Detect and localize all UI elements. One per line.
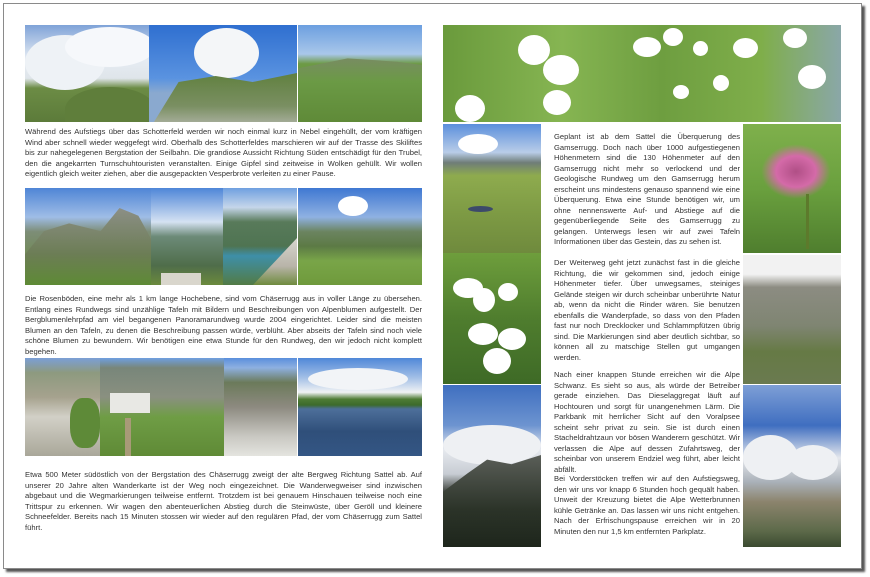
photo-rock-wall-cattle <box>743 255 841 384</box>
photo-scree-slope <box>25 358 100 456</box>
paragraph-left-1: Während des Aufstiegs über das Schotterfeld werden wir noch einmal kurz in Nebel eingehüllt, der vom kräftigen Wind aber schnell wieder weggefegt wird. Oberhalb des Schotterfeldes marschieren wir auf der Trasse des Skiliftes bis zur nahegelegenen Bergstation der Seilbahn. Die grandiose Aussicht Richtung Süden entschädigt für den Trubel, den die angekarrten Turnschuhtouristen veranstalten. Einige Gipfel sind zeitweise in Wolken gehüllt. Wir wollen eigentlich gleich weiter ziehen, aber die ausgepackten Vesperbrote verleiten zu einer Pause. <box>25 127 422 178</box>
paragraph-right-1: Geplant ist ab dem Sattel die Überquerung des Gamserrugg. Doch nach über 1000 aufgestiegenen Höhenmetern sind die 130 Höhenmeter auf den Gamserrugg nicht mehr so verlockend und der Geologische Rundweg um den Gamserrugg herum erscheint uns mindestens genauso spannend wie eine Überquerung. Etwa eine Stunde benötigen wir, um ohne nennenswerte Auf- und Abstiege auf die gegenüberliegende Seite des Gamserrugg zu gelangen. Unterwegs lesen wir auf zwei Tafeln Informationen über das Gestein, das zu sehen ist. <box>554 132 740 246</box>
paragraph-right-4: Bei Vorderstöcken treffen wir auf den Aufstiegsweg, den wir uns vor knapp 6 Stunden hoch gequält haben. Unweit der Kreuzung bietet die Alpe Wetterbrunnen kühle Getränke an. Das lassen wir uns nicht entgehen. Nach der Erfrischungspause erreichen wir in 20 Minuten den nur 1,5 km entfernten Parkplatz. <box>554 474 740 536</box>
photo-rocky-peaks <box>25 188 151 285</box>
paragraph-left-2: Die Rosenböden, eine mehr als 1 km lange Hochebene, sind vom Chäserrugg aus in voller Länge zu übersehen. Entlang eines Rundwegs sind unzählige Tafeln mit Bildern und Beschreibungen von Alpenblumen aufgestellt. Der Bergblumenlehrpfad am viel begangenen Panoramarundweg wurde 2004 eingerichtet. Leider sind die meisten Blumen an den Tafeln, zu denen die Beschreibung passen würde, verblüht. Aber abseits der Tafeln sind noch viele schöne Blumen zu bewundern. Wir benötigen eine etwa Stunde für den Rundweg, den wir jedoch nicht komplett begehen. <box>25 294 422 356</box>
photo-dark-peaks <box>443 385 541 547</box>
photo-cloud-peak <box>149 25 297 122</box>
photo-meadow-path <box>298 188 422 285</box>
paragraph-right-3: Nach einer knappen Stunde erreichen wir die Alpe Schwanz. Es sieht so aus, als würde der Betreiber gerade einziehen. Das Dieselaggregat läuft auf Hochtouren und sorgt für unangenehmen Lärm. Die Parkbank mit herrlicher Sicht auf den Voralpsee scheint sehr privat zu sein. Sie ist durch einen Stacheldrahtzaun vor bösen Wanderern geschützt. Wir verlassen die Alpe auf dessen Zufahrtsweg, der scheinbar von unserem Endziel weg führt, aber leicht abfällt. <box>554 370 740 474</box>
photo-summit-station <box>298 25 422 122</box>
photo-hikers-trail <box>100 358 224 456</box>
photo-valley-view <box>151 188 223 285</box>
paragraph-right-2: Der Weiterweg geht jetzt zunächst fast in die gleiche Richtung, die wir gekommen sind, jedoch einige Höhenmeter tiefer. Über unwegsames, steiniges Gelände steigen wir durch scheinbar unberührte Natur ab, wenn da nicht die Rinder wären. Sie benutzen ebenfalls die Wanderpfade, so dass von den Pfaden fast nur noch Drecklocker und Schlammpfützen übrig sind. Die Markierungen sind aber deutlich sichtbar, so können all zu matschige Stellen gut umgangen werden. <box>554 258 740 362</box>
photo-snow-field <box>224 358 297 456</box>
photo-lake-walensee <box>223 188 297 285</box>
photo-fog-ridge <box>25 25 149 122</box>
photo-alpine-plateau <box>443 124 541 253</box>
page-frame <box>3 3 862 569</box>
photo-anemone-flowers <box>443 253 541 384</box>
photo-turks-cap-lily <box>743 124 841 253</box>
paragraph-left-3: Etwa 500 Meter südöstlich von der Bergstation des Chäserrugg zweigt der alte Bergweg Richtung Sattel ab. Auf unserer 20 Jahre alten Wanderkarte ist der Weg noch eingezeichnet. Die Wanderwegweiser sind inzwischen abgebaut und die Wegmarkierungen teilweise entfernt. Trotzdem ist bei genauem Hinschauen teilweise noch eine Trittspur zu erkennen. Wir wagen den abenteuerlichen Abstieg durch die Steinwüste, über Geröll und kleinere Schneefelder. Bereits nach 15 Minuten stossen wir wieder auf den regulären Pfad, der vom Chäserrugg zum Sattel führt. <box>25 470 422 532</box>
photo-cloudy-cliffs <box>743 385 841 547</box>
photo-cotton-grass <box>443 25 841 122</box>
photo-mountain-lake <box>298 358 422 456</box>
